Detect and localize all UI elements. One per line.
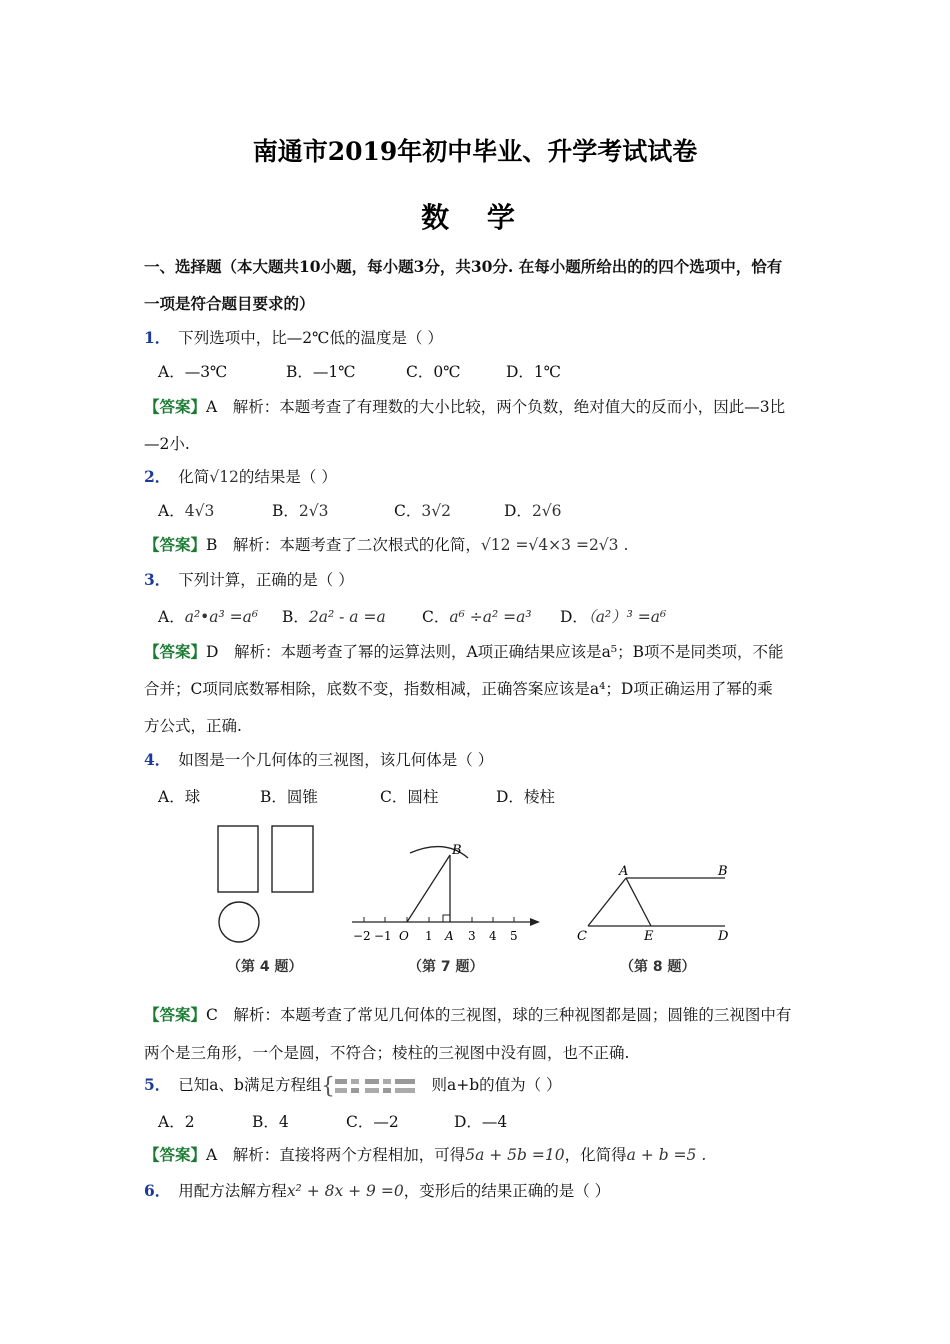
answer-3-cont2: 方公式，正确. bbox=[144, 717, 242, 735]
answer-3-cont: 合并；C项同底数幂相除，底数不变，指数相减，正确答案应该是a⁴；D项正确运用了幂的乘 bbox=[144, 680, 773, 698]
three-view-drawing bbox=[205, 818, 325, 953]
question-text: 下列选项中，比—2℃低的温度是（ ） bbox=[178, 329, 443, 347]
figure-7 bbox=[350, 818, 545, 975]
question-3-options bbox=[158, 605, 828, 629]
answer-math-1: 5a + 5b =10 bbox=[465, 1146, 565, 1164]
option-c: C．a⁶ ÷a² =a³ bbox=[422, 608, 532, 626]
label-b: B bbox=[452, 843, 462, 858]
answer-4 bbox=[144, 1003, 814, 1027]
answer-2 bbox=[144, 533, 814, 557]
question-5-options bbox=[158, 1110, 828, 1134]
question-text-post: ，变形后的结果正确的是（ ） bbox=[403, 1182, 611, 1200]
answer-tag: 【答案】 bbox=[144, 397, 207, 416]
label-e: E bbox=[644, 929, 654, 944]
answer-text: C 解析：本题考查了常见几何体的三视图，球的三种视图都是圆；圆锥的三视图中有 bbox=[206, 1006, 792, 1024]
question-4-options bbox=[158, 785, 828, 809]
question-3 bbox=[144, 568, 814, 592]
figure-8 bbox=[570, 818, 735, 975]
question-number: 3． bbox=[144, 570, 171, 589]
option-d: D．1℃ bbox=[506, 363, 562, 381]
answer-text: B 解析：本题考查了二次根式的化简， bbox=[206, 536, 481, 554]
option-b: B．—1℃ bbox=[286, 363, 356, 381]
option-b: B．4 bbox=[252, 1113, 289, 1131]
tick-label: −1 bbox=[374, 929, 392, 943]
label-c: C bbox=[577, 929, 587, 944]
answer-5 bbox=[144, 1143, 814, 1167]
answer-1-cont: —2小. bbox=[144, 435, 190, 453]
answer-text: D 解析：本题考查了幂的运算法则，A项正确结果应该是a⁵；B项不是同类项，不能 bbox=[206, 643, 784, 661]
tick-label: −2 bbox=[353, 929, 371, 943]
option-a: A．2 bbox=[158, 1113, 195, 1131]
answer-3 bbox=[144, 640, 814, 664]
question-text-pre: 化简 bbox=[178, 468, 210, 486]
answer-math: √12 =√4×3 =2√3 . bbox=[480, 536, 629, 554]
tick-label: 3 bbox=[468, 929, 476, 943]
subject-title: 数 学 bbox=[421, 201, 529, 234]
question-4 bbox=[144, 748, 814, 772]
answer-tag: 【答案】 bbox=[144, 642, 207, 661]
question-text-pre: 用配方法解方程 bbox=[178, 1182, 287, 1200]
answer-tag: 【答案】 bbox=[144, 1145, 207, 1164]
label-a: A bbox=[445, 929, 454, 943]
option-d: D．（a²）³ =a⁶ bbox=[560, 608, 667, 626]
option-d: D．2√6 bbox=[504, 502, 562, 520]
answer-text-mid: ，化简得 bbox=[564, 1146, 627, 1164]
figure-7-caption: （第 7 题） bbox=[408, 959, 484, 975]
answer-math-2: a + b =5 . bbox=[626, 1146, 707, 1164]
question-6 bbox=[144, 1179, 814, 1203]
label-b: B bbox=[718, 864, 728, 879]
question-2-options bbox=[158, 499, 828, 523]
question-text: 如图是一个几何体的三视图，该几何体是（ ） bbox=[178, 751, 494, 769]
tick-label: 5 bbox=[510, 929, 518, 943]
option-c: C．圆柱 bbox=[380, 788, 439, 806]
radical-expression: √12 bbox=[209, 468, 239, 486]
question-text-post: 则a+b的值为（ ） bbox=[431, 1076, 562, 1094]
option-a: A．—3℃ bbox=[158, 363, 228, 381]
answer-text: A 解析：本题考查了有理数的大小比较，两个负数，绝对值大的反而小，因此—3比 bbox=[206, 398, 786, 416]
figure-4-caption: （第 4 题） bbox=[227, 959, 303, 975]
answer-text: A 解析：直接将两个方程相加，可得 bbox=[206, 1146, 466, 1164]
option-a: A．4√3 bbox=[158, 502, 215, 520]
equation: x² + 8x + 9 =0 bbox=[286, 1182, 404, 1200]
question-2 bbox=[144, 465, 814, 489]
option-d: D．—4 bbox=[454, 1113, 508, 1131]
answer-tag: 【答案】 bbox=[144, 1005, 207, 1024]
question-5 bbox=[144, 1073, 814, 1097]
equation-system-image bbox=[321, 1075, 431, 1097]
question-number: 5． bbox=[144, 1075, 171, 1094]
question-number: 1． bbox=[144, 328, 171, 347]
section-heading-line1: 一、选择题（本大题共10小题，每小题3分，共30分. 在每小题所给出的的四个选项中，恰有 bbox=[144, 257, 783, 276]
tick-label: 1 bbox=[425, 929, 433, 943]
parallel-lines-drawing bbox=[570, 818, 735, 948]
option-b: B．圆锥 bbox=[260, 788, 318, 806]
question-number: 4． bbox=[144, 750, 171, 769]
option-a: A．球 bbox=[158, 788, 201, 806]
option-c: C．—2 bbox=[346, 1113, 399, 1131]
question-text-pre: 已知a、b满足方程组 bbox=[178, 1076, 322, 1094]
tick-label: 4 bbox=[489, 929, 497, 943]
option-c: C．0℃ bbox=[406, 363, 461, 381]
answer-tag: 【答案】 bbox=[144, 535, 207, 554]
label-d: D bbox=[718, 929, 729, 944]
question-text: 下列计算，正确的是（ ） bbox=[178, 571, 354, 589]
label-o: O bbox=[399, 929, 409, 943]
figure-8-caption: （第 8 题） bbox=[620, 959, 696, 975]
svg-text:{: { bbox=[321, 1075, 336, 1097]
question-text-post: 的结果是（ ） bbox=[238, 468, 337, 486]
exam-title: 南通市2019年初中毕业、升学考试试卷 bbox=[252, 137, 698, 166]
label-a: A bbox=[619, 864, 629, 879]
answer-4-cont: 两个是三角形，一个是圆，不符合；棱柱的三视图中没有圆，也不正确. bbox=[144, 1044, 630, 1062]
option-d: D．棱柱 bbox=[496, 788, 555, 806]
number-line-drawing bbox=[350, 818, 545, 948]
section-heading-line2: 一项是符合题目要求的） bbox=[144, 294, 315, 313]
question-1 bbox=[144, 326, 814, 350]
answer-1 bbox=[144, 395, 814, 419]
option-c: C．3√2 bbox=[394, 502, 451, 520]
option-b: B．2a² - a =a bbox=[282, 608, 386, 626]
option-b: B．2√3 bbox=[272, 502, 329, 520]
option-a: A．a²•a³ =a⁶ bbox=[158, 608, 259, 626]
question-number: 6． bbox=[144, 1181, 171, 1200]
figure-4 bbox=[205, 818, 325, 975]
question-1-options bbox=[158, 360, 828, 384]
question-number: 2． bbox=[144, 467, 171, 486]
